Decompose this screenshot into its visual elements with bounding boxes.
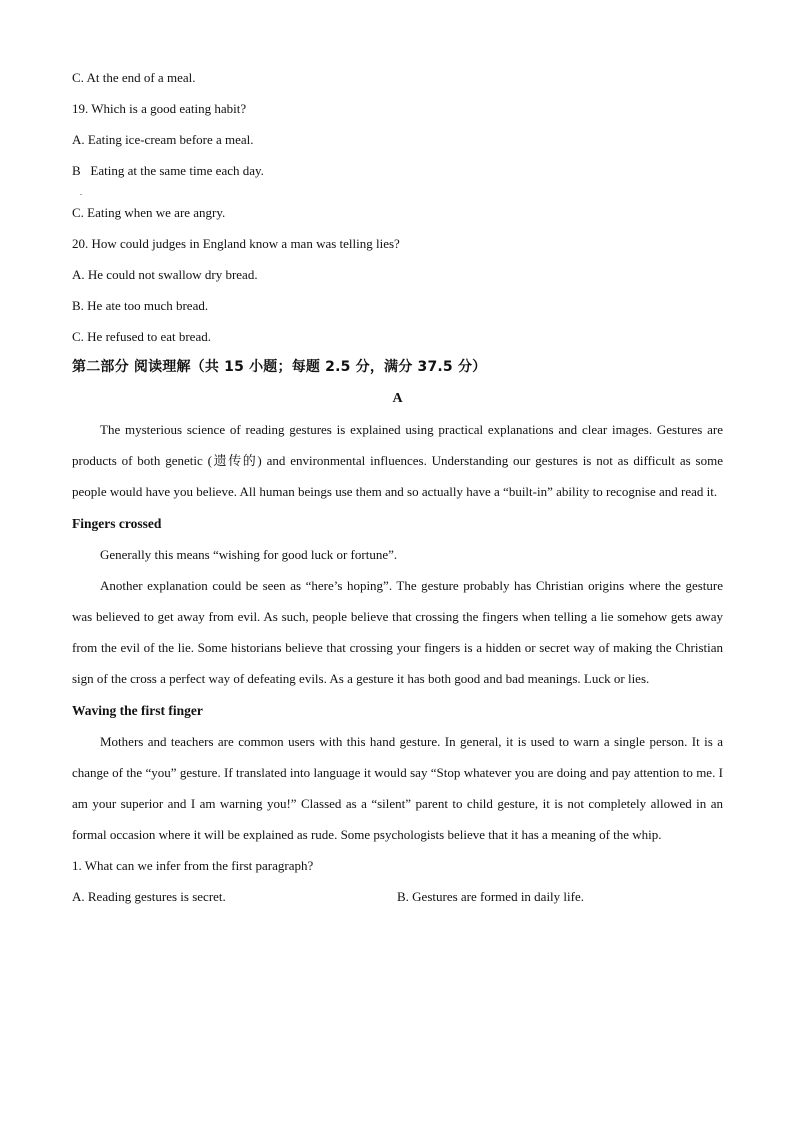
q1-option-a: A. Reading gestures is secret. (72, 889, 226, 905)
q20-option-c: C. He refused to eat bread. (72, 329, 211, 344)
passage-label: A (392, 391, 403, 406)
document-page (72, 62, 723, 912)
spacer (72, 186, 723, 197)
heading-fingers-crossed: Fingers crossed (72, 515, 162, 531)
q20-option-a: A. He could not swallow dry bread. (72, 267, 258, 282)
q19-option-a: A. Eating ice-cream before a meal. (72, 132, 254, 147)
q1-question: 1. What can we infer from the first paragraph? (72, 858, 314, 874)
q20-question: 20. How could judges in England know a man was telling lies? (72, 236, 400, 251)
q19-option-c: C. Eating when we are angry. (72, 205, 226, 220)
stray-mark: . (80, 188, 82, 197)
q18-option-c: C. At the end of a meal. (72, 70, 196, 85)
q1-option-b: B. Gestures are formed in daily life. (397, 889, 584, 905)
q19-option-b: B Eating at the same time each day. (72, 163, 264, 178)
heading-waving-finger: Waving the first finger (72, 702, 203, 718)
q1-options (72, 881, 723, 912)
section-title: 第二部分 阅读理解（共 15 小题；每题 2.5 分，满分 37.5 分） (72, 359, 487, 375)
paragraph-2: Another explanation could be seen as “here’s hoping”. The gesture probably has Christian origins where the gesture was believed to get away from evil. As such, people believe that crossing the fingers when telling a lie somehow gets away from the evil of the lie. Some historians believe that crossing your fingers is a hidden or secret way of making the Christian sign of the cross a perfect way of defeating evils. As a gesture it has both good and bad meanings. Luck or lies. (72, 577, 723, 687)
q20-option-b: B. He ate too much bread. (72, 298, 209, 313)
passage-intro: The mysterious science of reading gestures is explained using practical explanations and clear images. Gestures are products of both genetic (遗传的) and environmental influences. Understanding our gestures is not as difficult as some people would have you believe. All human beings use them and so actually have a “built-in” ability to recognise and read it. (72, 422, 723, 500)
paragraph-1: Generally this means “wishing for good luck or fortune”. (100, 546, 398, 562)
q19-question: 19. Which is a good eating habit? (72, 101, 247, 116)
paragraph-3: Mothers and teachers are common users with this hand gesture. In general, it is used to warn a single person. It is a change of the “you” gesture. If translated into language it would say “Stop whatever you are doing and pay attention to me. I am your superior and I am warning you!” Classed as a “silent” parent to child gesture, it is not completely allowed in an formal occasion where it will be explained as rude. Some psychologists believe that it has a meaning of the whip. (72, 733, 723, 843)
